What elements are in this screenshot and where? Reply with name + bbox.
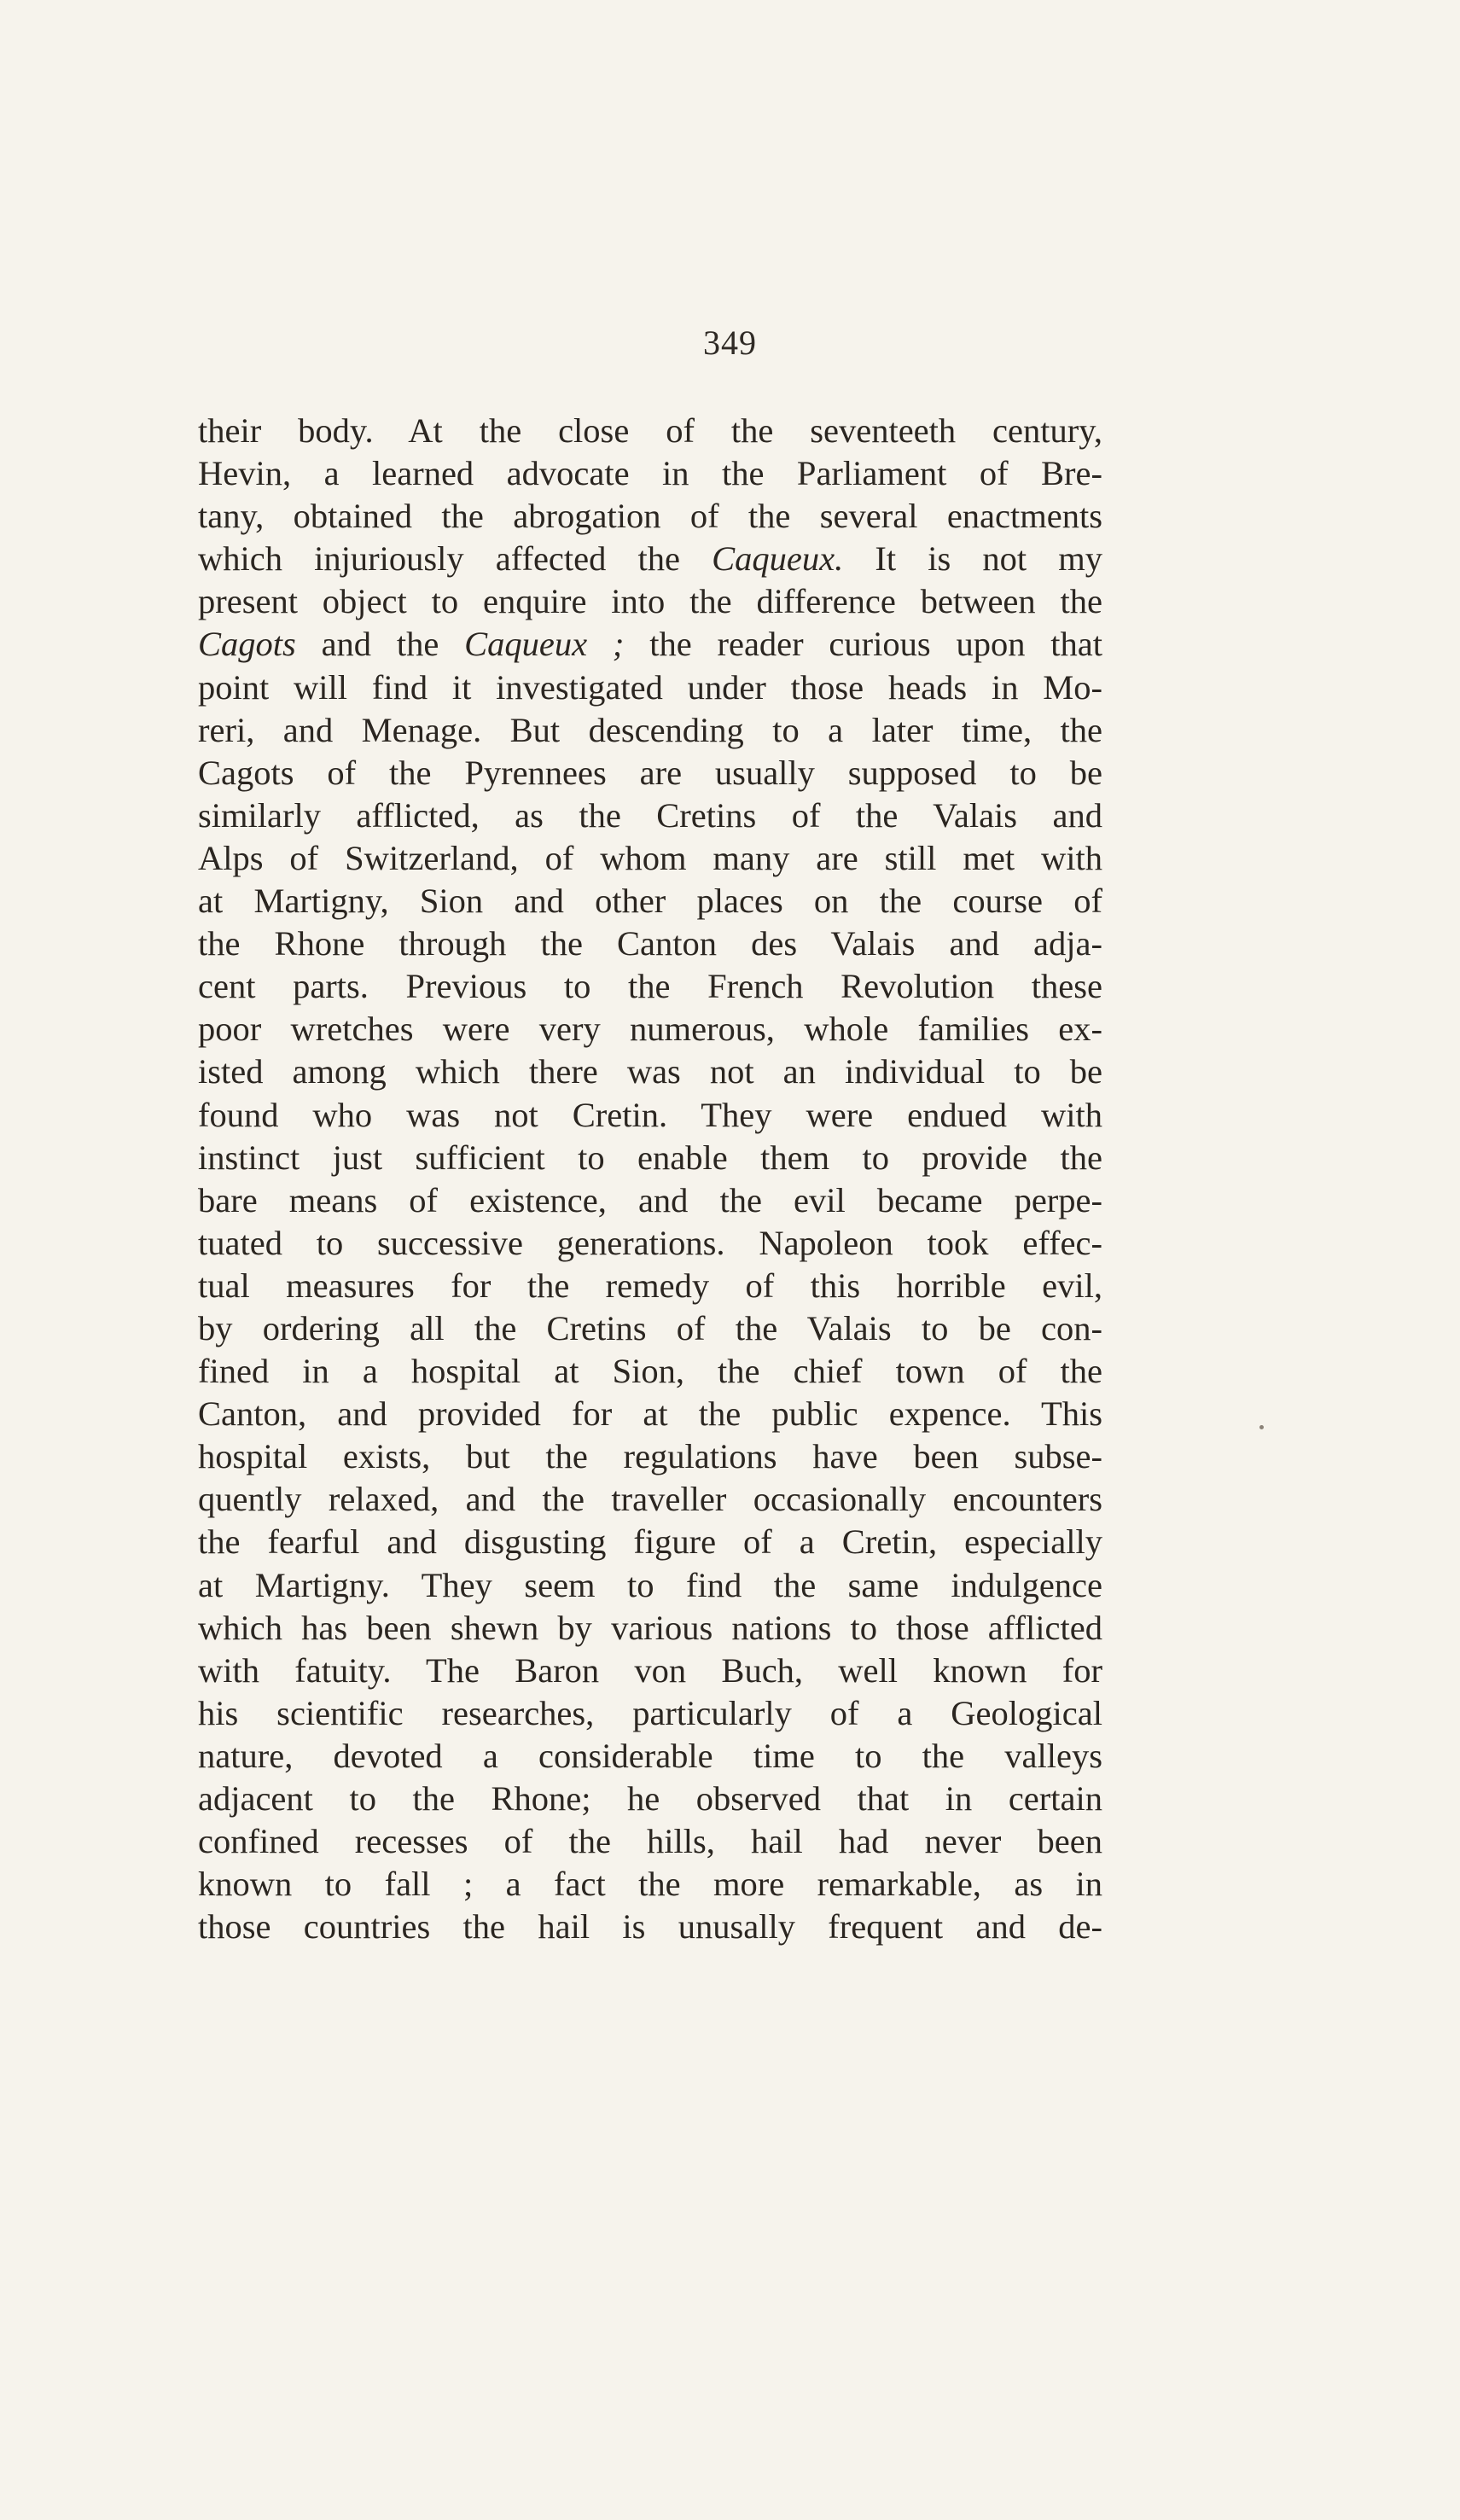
text-line: tany, obtained the abrogation of the several enactments [198,497,1102,536]
text-line: known to fall ; a fact the more remarkable, as in [198,1865,1102,1904]
text-line: which injuriously affected the Caqueux. It is not my [198,539,1102,579]
text-line: tual measures for the remedy of this horrible evil, [198,1266,1102,1305]
text-line: the Rhone through the Canton des Valais and adja- [198,924,1102,963]
text-line: nature, devoted a considerable time to the valleys [198,1736,1102,1775]
text-line: cent parts. Previous to the French Revolution these [198,967,1102,1006]
text-line: point will find it investigated under those heads in Mo- [198,667,1102,707]
text-line: those countries the hail is unusally frequent and de- [198,1907,1102,1947]
text-line: with fatuity. The Baron von Buch, well known for [198,1650,1102,1690]
text-line: at Martigny, Sion and other places on the course of [198,882,1102,921]
text-line: Cagots of the Pyrennees are usually supposed to be [198,753,1102,792]
text-line: reri, and Menage. But descending to a later time, the [198,710,1102,749]
text-line: bare means of existence, and the evil became perpe- [198,1180,1102,1219]
text-line: the fearful and disgusting figure of a Cretin, especially [198,1522,1102,1562]
text-line: isted among which there was not an individual to be [198,1052,1102,1091]
page-number: 349 [703,323,757,362]
text-line: their body. At the close of the seventeeth century, [198,411,1102,450]
text-line: which has been shewn by various nations to those afflicted [198,1608,1102,1647]
text-line: Canton, and provided for at the public expence. This [198,1394,1102,1434]
text-line: at Martigny. They seem to find the same indulgence [198,1565,1102,1604]
text-line: present object to enquire into the difference between the [198,582,1102,621]
text-line: fined in a hospital at Sion, the chief town of the [198,1352,1102,1391]
text-line: similarly afflicted, as the Cretins of the Valais and [198,795,1102,835]
text-line: poor wretches were very numerous, whole families ex- [198,1010,1102,1049]
text-line: Alps of Switzerland, of whom many are still met with [198,838,1102,877]
text-line: Cagots and the Caqueux ; the reader curious upon that [198,625,1102,664]
text-line: instinct just sufficient to enable them to provide the [198,1138,1102,1177]
text-line: found who was not Cretin. They were endued with [198,1095,1102,1134]
text-line: adjacent to the Rhone; he observed that in certain [198,1779,1102,1818]
text-line: his scientific researches, particularly of a Geological [198,1693,1102,1732]
text-line: Hevin, a learned advocate in the Parliament of Bre- [198,454,1102,493]
text-line: by ordering all the Cretins of the Valais to be con- [198,1308,1102,1347]
text-line: confined recesses of the hills, hail had never been [198,1822,1102,1861]
text-line: tuated to successive generations. Napoleon took effec- [198,1223,1102,1262]
paper-speck [1259,1425,1264,1429]
text-line: hospital exists, but the regulations have been subse- [198,1437,1102,1476]
body-text [198,410,1102,1948]
text-line: quently relaxed, and the traveller occasionally encounters [198,1480,1102,1519]
